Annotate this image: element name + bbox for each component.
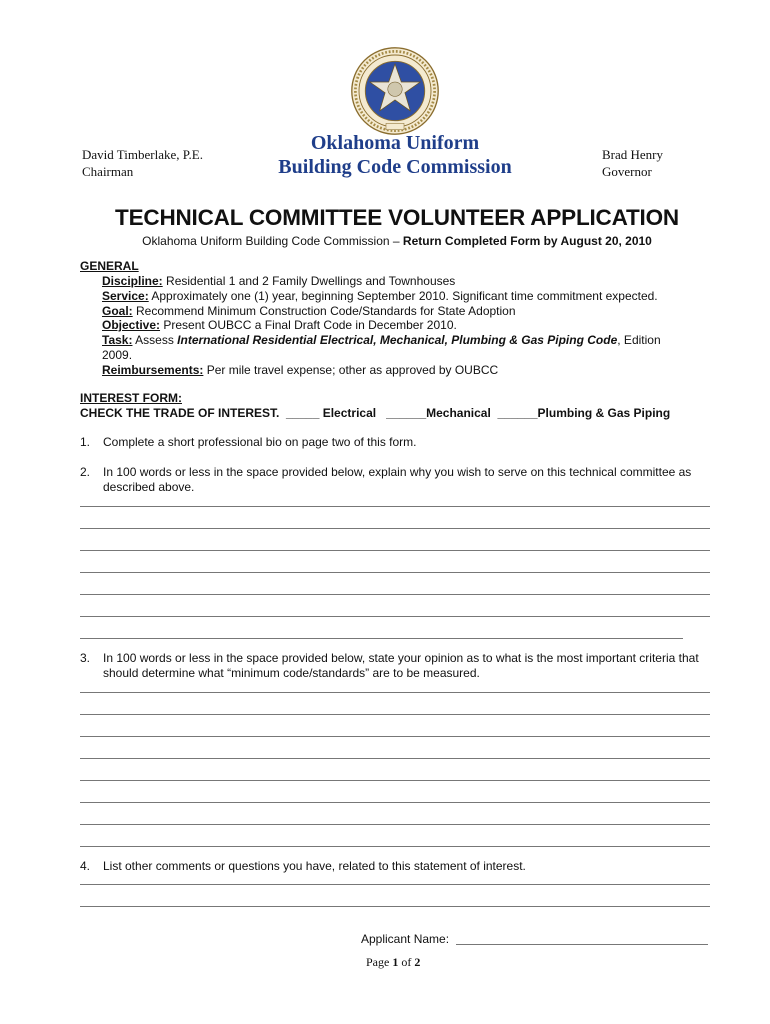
answer-2-line[interactable] (80, 572, 710, 573)
task-line: Task: Assess International Residential Electrical, Mechanical, Plumbing & Gas Piping Code, Edition (102, 333, 661, 348)
commission-line-1: Oklahoma Uniform (310, 132, 480, 154)
chairman-name: David Timberlake, P.E. (82, 147, 203, 162)
applicant-name-label: Applicant Name: (361, 932, 450, 946)
governor-name: Brad Henry (602, 147, 664, 162)
form-title: TECHNICAL COMMITTEE VOLUNTEER APPLICATION (115, 205, 679, 230)
subtitle-deadline: Return Completed Form by August 20, 2010 (402, 234, 652, 248)
question-3-number: 3. (80, 651, 91, 665)
goal-line: Goal: Recommend Minimum Construction Code/Standards for State Adoption (102, 303, 516, 318)
task-year: 2009. (102, 347, 133, 362)
answer-3-line[interactable] (80, 824, 710, 825)
general-heading: GENERAL (80, 259, 139, 273)
discipline-line: Discipline: Residential 1 and 2 Family Dwellings and Townhouses (102, 274, 456, 288)
chairman-title: Chairman (82, 164, 134, 179)
answer-2-line[interactable] (80, 594, 710, 595)
answer-3-line[interactable] (80, 714, 710, 715)
answer-2-line[interactable] (80, 528, 710, 529)
question-1-text: Complete a short professional bio on page two of this form. (103, 435, 417, 449)
reimbursement-line: Reimbursements: Per mile travel expense; other as approved by OUBCC (102, 362, 499, 377)
answer-3-line[interactable] (80, 758, 710, 759)
question-4-number: 4. (80, 859, 91, 873)
interest-form (80, 391, 720, 421)
answer-2-line[interactable] (80, 506, 710, 507)
general-section (102, 274, 722, 378)
governor-block (602, 146, 663, 180)
answer-2-line[interactable] (80, 616, 710, 617)
answer-3-line[interactable] (80, 780, 710, 781)
commission-line-2: Building Code Commission (278, 156, 512, 178)
subtitle-org: Oklahoma Uniform Building Code Commission – (142, 234, 403, 248)
service-line: Service: Approximately one (1) year, beginning September 2010. Significant time commitment expected. (102, 288, 658, 303)
answer-2-line[interactable] (80, 550, 710, 551)
question-1-number: 1. (80, 435, 91, 449)
form-subtitle (0, 234, 770, 248)
chairman-block (82, 146, 203, 180)
governor-title: Governor (602, 164, 652, 179)
objective-line: Objective: Present OUBCC a Final Draft Code in December 2010. (102, 318, 457, 333)
answer-3-line[interactable] (80, 736, 710, 737)
question-2-text: In 100 words or less in the space provided below, explain why you wish to serve on this technical committee as described above. (103, 465, 692, 494)
answer-3-line[interactable] (80, 846, 710, 847)
question-4-text: List other comments or questions you have, related to this statement of interest. (103, 859, 526, 873)
answer-2-line[interactable] (80, 638, 683, 639)
answer-3-line[interactable] (80, 802, 710, 803)
interest-heading: INTEREST FORM: (80, 391, 182, 405)
applicant-name-field[interactable] (456, 944, 708, 945)
commission-name (230, 131, 560, 179)
question-3-text: In 100 words or less in the space provided below, state your opinion as to what is the most important criteria that should determine what “minimum code/standards” are to be measured. (103, 651, 699, 680)
answer-3-line[interactable] (80, 692, 710, 693)
question-2-number: 2. (80, 465, 91, 479)
answer-4-line[interactable] (80, 906, 710, 907)
state-seal-icon (350, 46, 440, 136)
answer-4-line[interactable] (80, 884, 710, 885)
page-number: Page 1 of 2 (366, 955, 421, 969)
trade-checkline[interactable]: CHECK THE TRADE OF INTEREST. _____ Electrical ______Mechanical ______Plumbing & Gas Piping (80, 405, 671, 420)
